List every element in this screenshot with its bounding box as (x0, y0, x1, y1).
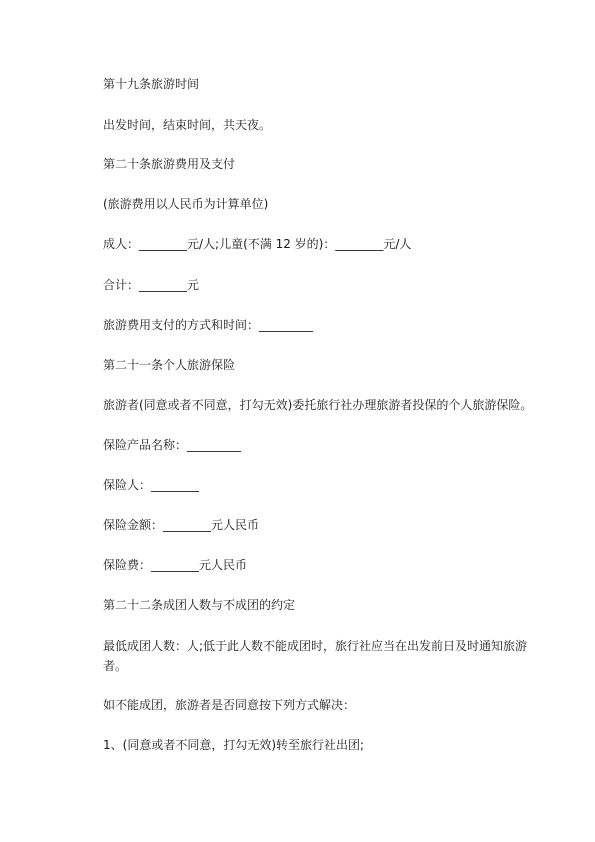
article-20-heading: 第二十条旅游费用及支付 (103, 157, 236, 171)
insurance-product-line: 保险产品名称：_________ (103, 438, 242, 452)
option-1-line: 1、(同意或者不同意，打勾无效)转至旅行社出团; (103, 738, 365, 752)
payment-method-line: 旅游费用支付的方式和时间：_________ (103, 318, 314, 332)
insured-amount-line: 保险金额：________元人民币 (103, 518, 260, 532)
article-21-heading: 第二十一条个人旅游保险 (103, 358, 236, 372)
fee-per-person-line: 成人：________元/人;儿童(不满 12 岁的)：________元/人 (103, 237, 412, 251)
departure-time-line: 出发时间，结束时间，共天夜。 (103, 118, 272, 132)
insurance-consent-line: 旅游者(同意或者不同意，打勾无效)委托旅行社办理旅游者投保的个人旅游保险。 (103, 398, 533, 412)
currency-note: (旅游费用以人民币为计算单位) (103, 197, 269, 211)
min-group-size-paragraph: 最低成团人数：人;低于此人数不能成团时，旅行社应当在出发前日及时通知旅游者。 (103, 639, 528, 673)
insurer-line: 保险人：________ (103, 478, 200, 492)
total-fee-line: 合计：________元 (103, 278, 200, 292)
premium-line: 保险费：________元人民币 (103, 558, 248, 572)
no-group-resolution-line: 如不能成团，旅游者是否同意按下列方式解决： (103, 698, 356, 712)
article-19-heading: 第十九条旅游时间 (103, 77, 200, 91)
article-22-heading: 第二十二条成团人数与不成团的约定 (103, 598, 296, 612)
